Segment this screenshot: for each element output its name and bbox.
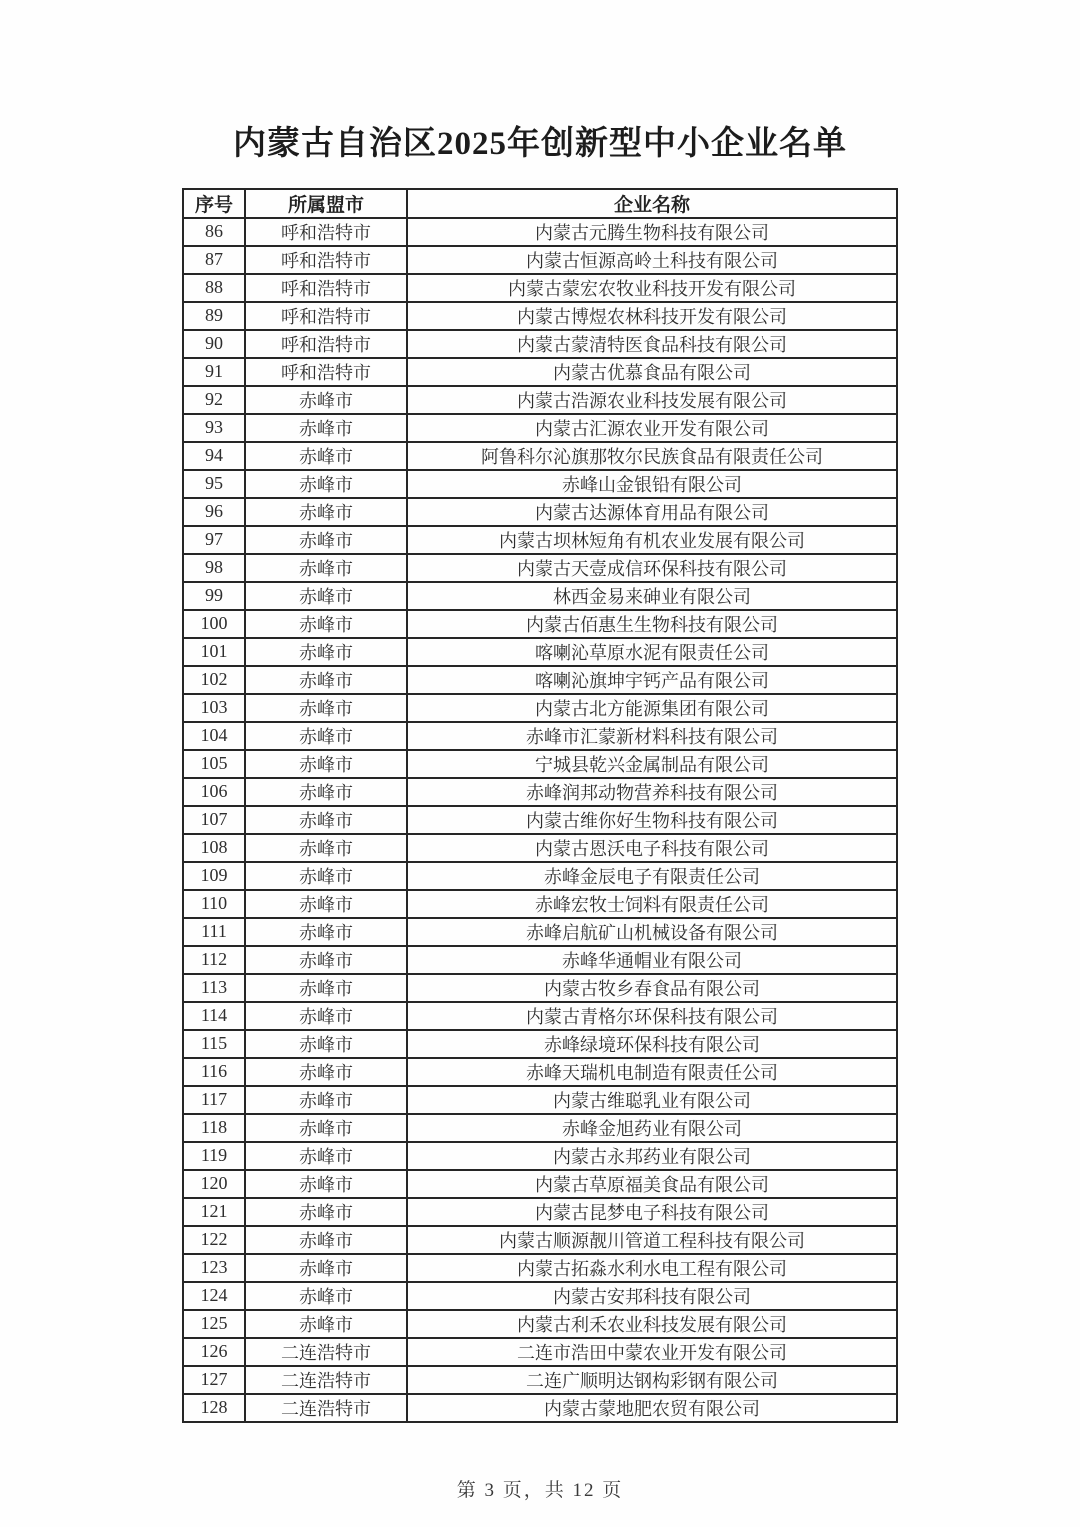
table-row (183, 1030, 897, 1058)
company-name-cell: 内蒙古顺源靓川管道工程科技有限公司 (407, 1226, 897, 1254)
company-name-cell: 内蒙古维你好生物科技有限公司 (407, 806, 897, 834)
page-number-footer: 第 3 页，共 12 页 (456, 1479, 624, 1501)
serial-number-cell: 114 (183, 1002, 245, 1030)
league-city-cell: 呼和浩特市 (245, 246, 407, 274)
league-city-cell: 赤峰市 (245, 862, 407, 890)
table-row (183, 1282, 897, 1310)
serial-number-cell: 126 (183, 1338, 245, 1366)
league-city-cell: 赤峰市 (245, 610, 407, 638)
serial-number-cell: 86 (183, 218, 245, 246)
serial-number-cell: 96 (183, 498, 245, 526)
league-city-cell: 赤峰市 (245, 778, 407, 806)
league-city-cell: 赤峰市 (245, 1282, 407, 1310)
league-city-cell: 呼和浩特市 (245, 302, 407, 330)
table-row (183, 610, 897, 638)
company-name-cell: 内蒙古浩源农业科技发展有限公司 (407, 386, 897, 414)
league-city-cell: 呼和浩特市 (245, 358, 407, 386)
table-row (183, 526, 897, 554)
header-league-city: 所属盟市 (245, 189, 407, 218)
company-name-cell: 赤峰天瑞机电制造有限责任公司 (407, 1058, 897, 1086)
company-name-cell: 阿鲁科尔沁旗那牧尔民族食品有限责任公司 (407, 442, 897, 470)
company-name-cell: 内蒙古利禾农业科技发展有限公司 (407, 1310, 897, 1338)
company-name-cell: 赤峰宏牧士饲料有限责任公司 (407, 890, 897, 918)
company-name-cell: 喀喇沁草原水泥有限责任公司 (407, 638, 897, 666)
table-row (183, 862, 897, 890)
serial-number-cell: 128 (183, 1394, 245, 1422)
company-name-cell: 内蒙古青格尔环保科技有限公司 (407, 1002, 897, 1030)
serial-number-cell: 102 (183, 666, 245, 694)
company-name-cell: 内蒙古汇源农业开发有限公司 (407, 414, 897, 442)
serial-number-cell: 104 (183, 722, 245, 750)
serial-number-cell: 110 (183, 890, 245, 918)
serial-number-cell: 127 (183, 1366, 245, 1394)
company-name-cell: 内蒙古恒源高岭土科技有限公司 (407, 246, 897, 274)
league-city-cell: 赤峰市 (245, 666, 407, 694)
table-row (183, 722, 897, 750)
company-name-cell: 内蒙古蒙宏农牧业科技开发有限公司 (407, 274, 897, 302)
table-row (183, 834, 897, 862)
company-name-cell: 赤峰绿境环保科技有限公司 (407, 1030, 897, 1058)
table-row (183, 974, 897, 1002)
league-city-cell: 赤峰市 (245, 526, 407, 554)
company-name-cell: 内蒙古坝林短角有机农业发展有限公司 (407, 526, 897, 554)
league-city-cell: 赤峰市 (245, 1142, 407, 1170)
company-name-cell: 内蒙古佰惠生生物科技有限公司 (407, 610, 897, 638)
table-row (183, 1114, 897, 1142)
table-row (183, 302, 897, 330)
league-city-cell: 赤峰市 (245, 582, 407, 610)
company-name-cell: 二连广顺明达钢构彩钢有限公司 (407, 1366, 897, 1394)
league-city-cell: 赤峰市 (245, 1058, 407, 1086)
table-row (183, 582, 897, 610)
league-city-cell: 赤峰市 (245, 1170, 407, 1198)
table-row (183, 1198, 897, 1226)
serial-number-cell: 95 (183, 470, 245, 498)
table-row (183, 1310, 897, 1338)
league-city-cell: 赤峰市 (245, 1198, 407, 1226)
serial-number-cell: 93 (183, 414, 245, 442)
league-city-cell: 赤峰市 (245, 722, 407, 750)
serial-number-cell: 98 (183, 554, 245, 582)
serial-number-cell: 116 (183, 1058, 245, 1086)
serial-number-cell: 124 (183, 1282, 245, 1310)
table-row (183, 246, 897, 274)
league-city-cell: 赤峰市 (245, 946, 407, 974)
table-row (183, 1142, 897, 1170)
table-row (183, 638, 897, 666)
serial-number-cell: 91 (183, 358, 245, 386)
serial-number-cell: 115 (183, 1030, 245, 1058)
league-city-cell: 赤峰市 (245, 442, 407, 470)
serial-number-cell: 101 (183, 638, 245, 666)
serial-number-cell: 94 (183, 442, 245, 470)
league-city-cell: 赤峰市 (245, 750, 407, 778)
company-name-cell: 内蒙古安邦科技有限公司 (407, 1282, 897, 1310)
serial-number-cell: 99 (183, 582, 245, 610)
table-row (183, 1086, 897, 1114)
league-city-cell: 赤峰市 (245, 498, 407, 526)
table-row (183, 274, 897, 302)
table-row (183, 778, 897, 806)
league-city-cell: 呼和浩特市 (245, 218, 407, 246)
company-list-table (182, 188, 898, 1423)
table-row (183, 1058, 897, 1086)
serial-number-cell: 105 (183, 750, 245, 778)
table-row (183, 1170, 897, 1198)
company-name-cell: 内蒙古达源体育用品有限公司 (407, 498, 897, 526)
serial-number-cell: 109 (183, 862, 245, 890)
league-city-cell: 赤峰市 (245, 806, 407, 834)
league-city-cell: 赤峰市 (245, 1310, 407, 1338)
league-city-cell: 赤峰市 (245, 834, 407, 862)
company-name-cell: 赤峰市汇蒙新材料科技有限公司 (407, 722, 897, 750)
serial-number-cell: 113 (183, 974, 245, 1002)
league-city-cell: 赤峰市 (245, 918, 407, 946)
company-name-cell: 林西金易来砷业有限公司 (407, 582, 897, 610)
league-city-cell: 呼和浩特市 (245, 330, 407, 358)
table-row (183, 1338, 897, 1366)
table-body (183, 218, 897, 1422)
table-header (183, 189, 897, 218)
table-row (183, 1254, 897, 1282)
serial-number-cell: 119 (183, 1142, 245, 1170)
company-name-cell: 内蒙古恩沃电子科技有限公司 (407, 834, 897, 862)
table-row (183, 946, 897, 974)
company-name-cell: 内蒙古北方能源集团有限公司 (407, 694, 897, 722)
company-name-cell: 赤峰金旭药业有限公司 (407, 1114, 897, 1142)
company-name-cell: 内蒙古博煜农林科技开发有限公司 (407, 302, 897, 330)
table-row (183, 666, 897, 694)
league-city-cell: 呼和浩特市 (245, 274, 407, 302)
serial-number-cell: 103 (183, 694, 245, 722)
serial-number-cell: 100 (183, 610, 245, 638)
table-row (183, 554, 897, 582)
serial-number-cell: 112 (183, 946, 245, 974)
company-name-cell: 内蒙古永邦药业有限公司 (407, 1142, 897, 1170)
company-name-cell: 内蒙古蒙清特医食品科技有限公司 (407, 330, 897, 358)
company-name-cell: 内蒙古牧乡春食品有限公司 (407, 974, 897, 1002)
company-name-cell: 赤峰启航矿山机械设备有限公司 (407, 918, 897, 946)
league-city-cell: 赤峰市 (245, 414, 407, 442)
table-row (183, 330, 897, 358)
serial-number-cell: 97 (183, 526, 245, 554)
company-name-cell: 内蒙古优慕食品有限公司 (407, 358, 897, 386)
league-city-cell: 赤峰市 (245, 694, 407, 722)
table-row (183, 750, 897, 778)
serial-number-cell: 120 (183, 1170, 245, 1198)
serial-number-cell: 89 (183, 302, 245, 330)
serial-number-cell: 121 (183, 1198, 245, 1226)
table-row (183, 498, 897, 526)
table-row (183, 890, 897, 918)
league-city-cell: 赤峰市 (245, 890, 407, 918)
serial-number-cell: 106 (183, 778, 245, 806)
table-row (183, 694, 897, 722)
league-city-cell: 赤峰市 (245, 386, 407, 414)
table-row (183, 1366, 897, 1394)
league-city-cell: 赤峰市 (245, 1254, 407, 1282)
company-name-cell: 赤峰金辰电子有限责任公司 (407, 862, 897, 890)
league-city-cell: 二连浩特市 (245, 1338, 407, 1366)
header-company-name: 企业名称 (407, 189, 897, 218)
company-name-cell: 二连市浩田中蒙农业开发有限公司 (407, 1338, 897, 1366)
serial-number-cell: 117 (183, 1086, 245, 1114)
header-row (183, 189, 897, 218)
table-row (183, 414, 897, 442)
league-city-cell: 赤峰市 (245, 1002, 407, 1030)
company-name-cell: 喀喇沁旗坤宇钙产品有限公司 (407, 666, 897, 694)
league-city-cell: 赤峰市 (245, 1086, 407, 1114)
serial-number-cell: 87 (183, 246, 245, 274)
company-name-cell: 赤峰华通帽业有限公司 (407, 946, 897, 974)
header-serial-number: 序号 (183, 189, 245, 218)
table-row (183, 442, 897, 470)
serial-number-cell: 122 (183, 1226, 245, 1254)
league-city-cell: 赤峰市 (245, 554, 407, 582)
serial-number-cell: 90 (183, 330, 245, 358)
serial-number-cell: 123 (183, 1254, 245, 1282)
serial-number-cell: 107 (183, 806, 245, 834)
company-name-cell: 内蒙古蒙地肥农贸有限公司 (407, 1394, 897, 1422)
company-name-cell: 赤峰山金银铅有限公司 (407, 470, 897, 498)
serial-number-cell: 108 (183, 834, 245, 862)
serial-number-cell: 118 (183, 1114, 245, 1142)
league-city-cell: 二连浩特市 (245, 1366, 407, 1394)
serial-number-cell: 125 (183, 1310, 245, 1338)
league-city-cell: 赤峰市 (245, 1030, 407, 1058)
company-name-cell: 内蒙古草原福美食品有限公司 (407, 1170, 897, 1198)
company-name-cell: 内蒙古维聪乳业有限公司 (407, 1086, 897, 1114)
table-row (183, 1394, 897, 1422)
league-city-cell: 赤峰市 (245, 1114, 407, 1142)
company-name-cell: 赤峰润邦动物营养科技有限公司 (407, 778, 897, 806)
company-name-cell: 内蒙古天壹成信环保科技有限公司 (407, 554, 897, 582)
table-row (183, 386, 897, 414)
table-row (183, 218, 897, 246)
table-row (183, 358, 897, 386)
serial-number-cell: 88 (183, 274, 245, 302)
serial-number-cell: 92 (183, 386, 245, 414)
table-row (183, 918, 897, 946)
table-row (183, 1002, 897, 1030)
company-name-cell: 内蒙古拓淼水利水电工程有限公司 (407, 1254, 897, 1282)
company-name-cell: 内蒙古昆梦电子科技有限公司 (407, 1198, 897, 1226)
page-title: 内蒙古自治区2025年创新型中小企业名单 (233, 126, 847, 162)
league-city-cell: 赤峰市 (245, 974, 407, 1002)
league-city-cell: 赤峰市 (245, 638, 407, 666)
league-city-cell: 二连浩特市 (245, 1394, 407, 1422)
table-row (183, 806, 897, 834)
table-row (183, 1226, 897, 1254)
table-row (183, 470, 897, 498)
company-name-cell: 内蒙古元腾生物科技有限公司 (407, 218, 897, 246)
league-city-cell: 赤峰市 (245, 1226, 407, 1254)
company-name-cell: 宁城县乾兴金属制品有限公司 (407, 750, 897, 778)
serial-number-cell: 111 (183, 918, 245, 946)
league-city-cell: 赤峰市 (245, 470, 407, 498)
